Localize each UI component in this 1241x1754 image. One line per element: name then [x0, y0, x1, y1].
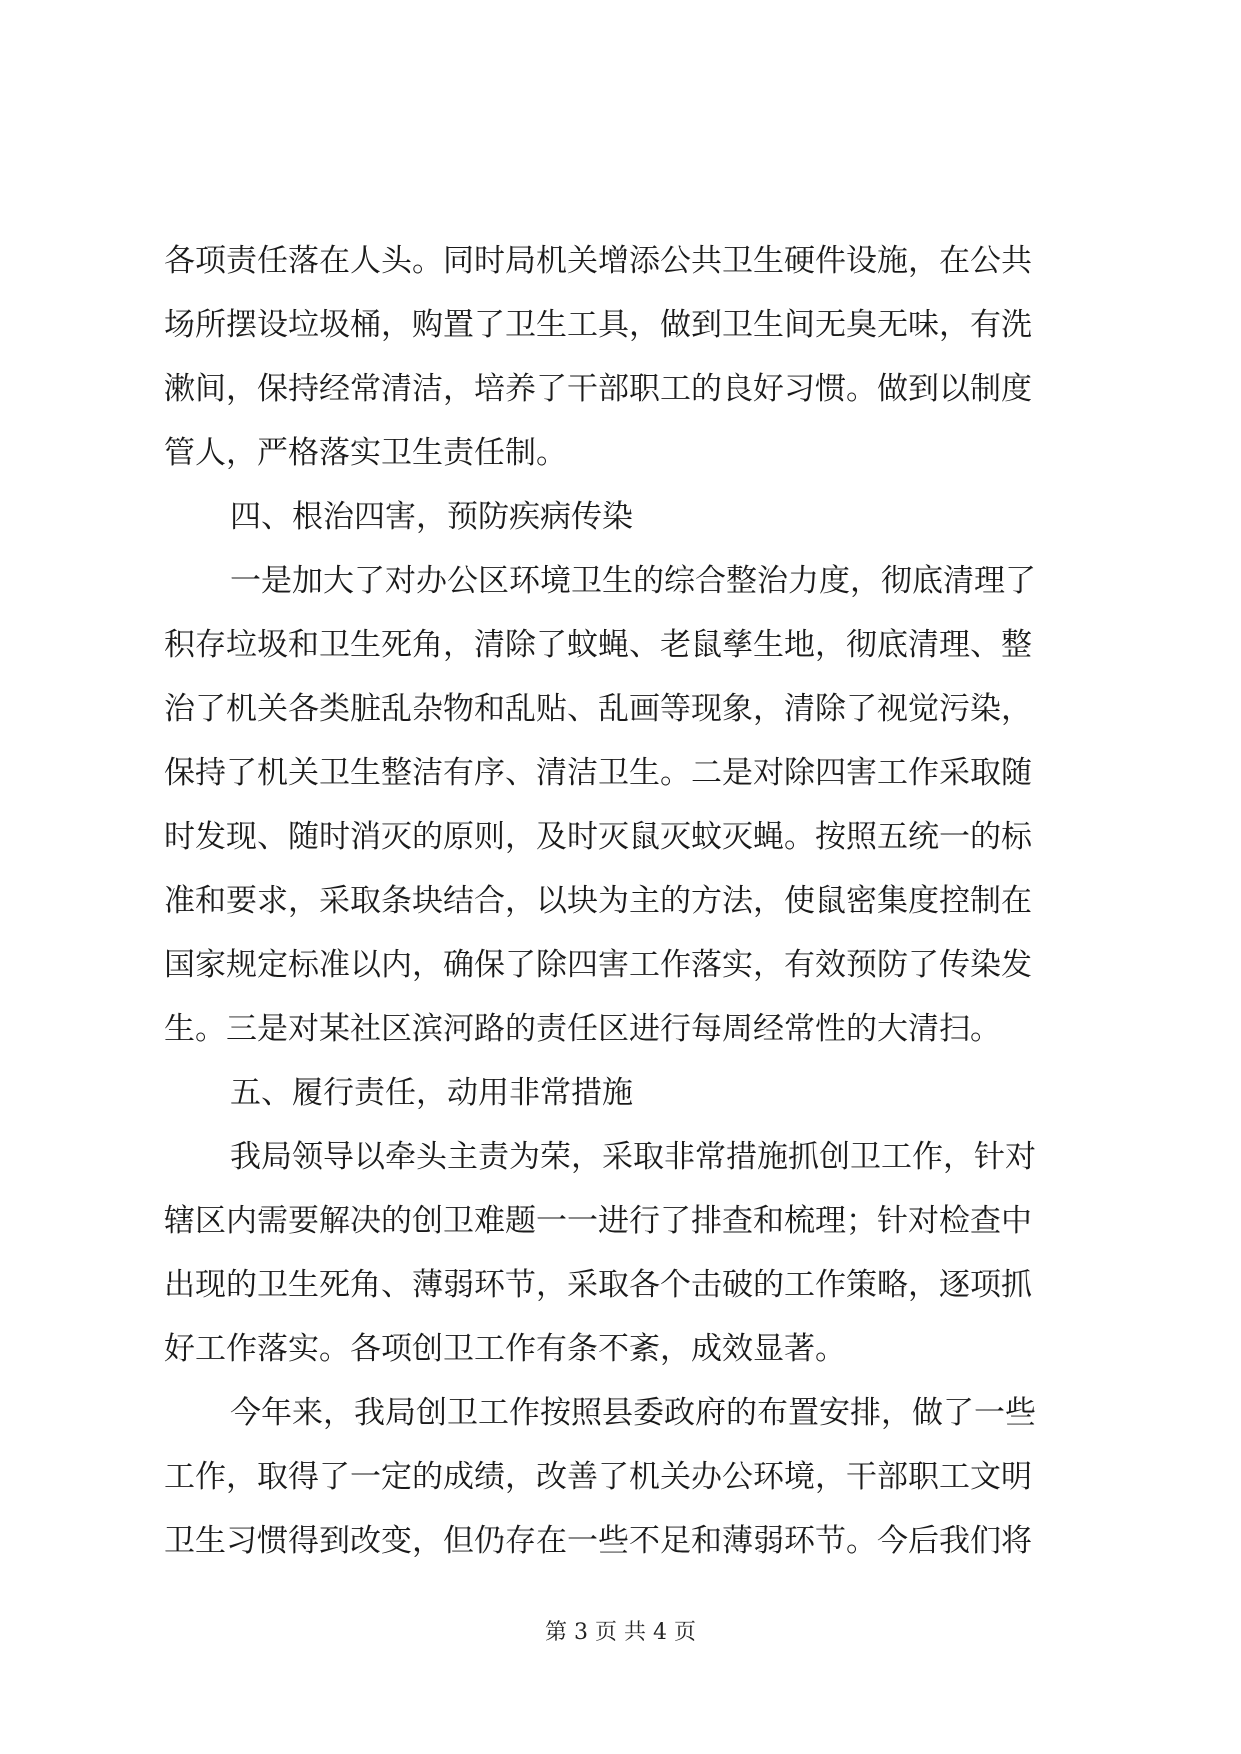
- text-line: 我局领导以牵头主责为荣，采取非常措施抓创卫工作，针对: [230, 1139, 1036, 1175]
- text-line: 时发现、随时消灭的原则，及时灭鼠灭蚊灭蝇。按照五统一的标: [164, 819, 1032, 855]
- text-line: 积存垃圾和卫生死角，清除了蚊蝇、老鼠孳生地，彻底清理、整: [164, 627, 1032, 663]
- text-line: 场所摆设垃圾桶，购置了卫生工具，做到卫生间无臭无味，有洗: [164, 307, 1032, 343]
- text-line: 漱间，保持经常清洁，培养了干部职工的良好习惯。做到以制度: [164, 371, 1032, 407]
- text-line: 准和要求，采取条块结合，以块为主的方法，使鼠密集度控制在: [164, 883, 1032, 919]
- text-line: 保持了机关卫生整洁有序、清洁卫生。二是对除四害工作采取随: [164, 755, 1032, 791]
- text-line: 好工作落实。各项创卫工作有条不紊，成效显著。: [164, 1331, 846, 1367]
- text-line: 今年来，我局创卫工作按照县委政府的布置安排，做了一些: [230, 1395, 1036, 1431]
- text-line: 出现的卫生死角、薄弱环节，采取各个击破的工作策略，逐项抓: [164, 1267, 1032, 1303]
- text-line: 一是加大了对办公区环境卫生的综合整治力度，彻底清理了: [230, 563, 1036, 599]
- section-heading: 五、履行责任，动用非常措施: [230, 1075, 633, 1111]
- text-line: 工作，取得了一定的成绩，改善了机关办公环境，干部职工文明: [164, 1459, 1032, 1495]
- page-number-footer: 第 3 页 共 4 页: [545, 1620, 696, 1645]
- text-line: 辖区内需要解决的创卫难题一一进行了排查和梳理；针对检查中: [164, 1203, 1032, 1239]
- text-line: 各项责任落在人头。同时局机关增添公共卫生硬件设施，在公共: [164, 243, 1032, 279]
- text-line: 管人，严格落实卫生责任制。: [164, 435, 567, 471]
- text-line: 国家规定标准以内，确保了除四害工作落实，有效预防了传染发: [164, 947, 1032, 983]
- text-line: 卫生习惯得到改变，但仍存在一些不足和薄弱环节。今后我们将: [164, 1523, 1032, 1559]
- text-line: 治了机关各类脏乱杂物和乱贴、乱画等现象，清除了视觉污染，: [164, 691, 1032, 727]
- text-line: 生。三是对某社区滨河路的责任区进行每周经常性的大清扫。: [164, 1011, 1001, 1047]
- document-body: [164, 229, 1078, 1573]
- section-heading: 四、根治四害，预防疾病传染: [230, 499, 633, 535]
